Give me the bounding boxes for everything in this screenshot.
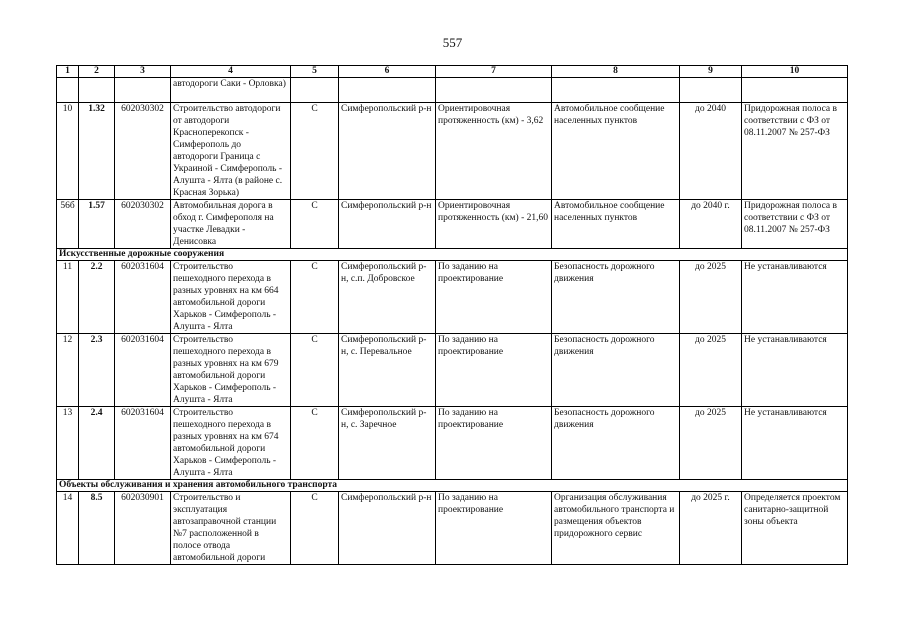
cell-zone-restrictions: Не устанавливаются xyxy=(742,261,848,334)
cell-object-name: Автомобильная дорога в обход г. Симферополя на участке Левадки - Денисовка xyxy=(171,200,291,249)
cell-object-code: 602030901 xyxy=(115,492,171,565)
cell-deadline: до 2025 xyxy=(680,407,742,480)
cell-deadline: до 2025 xyxy=(680,334,742,407)
table-row xyxy=(57,492,848,565)
cell-zone-restrictions: Придорожная полоса в соответствии с ФЗ от 08.11.2007 № 257-ФЗ xyxy=(742,200,848,249)
cell-location: Симферопольский р-н, с.п. Добровское xyxy=(339,261,436,334)
cell-status xyxy=(291,78,339,103)
data-table xyxy=(56,65,848,565)
table-row xyxy=(57,78,848,103)
cell-characteristics xyxy=(436,78,552,103)
table-row xyxy=(57,407,848,480)
cell-status: С xyxy=(291,492,339,565)
cell-purpose: Автомобильное сообщение населенных пунктов xyxy=(552,200,680,249)
cell-item-code: 8.5 xyxy=(79,492,115,565)
cell-location: Симферопольский р-н, с. Перевальное xyxy=(339,334,436,407)
cell-purpose: Безопасность дорожного движения xyxy=(552,407,680,480)
header-cell: 3 xyxy=(115,66,171,78)
cell-zone-restrictions: Не устанавливаются xyxy=(742,334,848,407)
cell-row-number xyxy=(57,78,79,103)
cell-deadline xyxy=(680,78,742,103)
cell-purpose: Автомобильное сообщение населенных пунктов xyxy=(552,103,680,200)
cell-characteristics: По заданию на проектирование xyxy=(436,334,552,407)
cell-status: С xyxy=(291,261,339,334)
table-row xyxy=(57,261,848,334)
cell-characteristics: По заданию на проектирование xyxy=(436,407,552,480)
cell-zone-restrictions: Не устанавливаются xyxy=(742,407,848,480)
header-row xyxy=(57,66,848,78)
cell-object-name: автодороги Саки - Орловка) xyxy=(171,78,291,103)
cell-item-code: 1.32 xyxy=(79,103,115,200)
section-header-row xyxy=(57,480,848,492)
cell-object-code: 602031604 xyxy=(115,261,171,334)
cell-row-number: 11 xyxy=(57,261,79,334)
cell-status: С xyxy=(291,103,339,200)
cell-characteristics: Ориентировочная протяженность (км) - 21,60 xyxy=(436,200,552,249)
header-cell: 2 xyxy=(79,66,115,78)
page-number: 557 xyxy=(442,35,463,50)
cell-deadline: до 2040 xyxy=(680,103,742,200)
header-cell: 5 xyxy=(291,66,339,78)
cell-row-number: 56б xyxy=(57,200,79,249)
cell-object-code: 602031604 xyxy=(115,407,171,480)
cell-status: С xyxy=(291,200,339,249)
cell-characteristics: По заданию на проектирование xyxy=(436,261,552,334)
cell-object-name: Строительство и эксплуатация автозаправочной станции №7 расположенной в полосе отвода автомобильной дороги xyxy=(171,492,291,565)
cell-location: Симферопольский р-н xyxy=(339,103,436,200)
header-cell: 1 xyxy=(57,66,79,78)
cell-object-name: Строительство пешеходного перехода в разных уровнях на км 664 автомобильной дороги Харьков - Симферополь - Алушта - Ялта xyxy=(171,261,291,334)
cell-zone-restrictions: Определяется проектом санитарно-защитной зоны объекта xyxy=(742,492,848,565)
cell-purpose: Безопасность дорожного движения xyxy=(552,261,680,334)
cell-object-code xyxy=(115,78,171,103)
cell-zone-restrictions: Придорожная полоса в соответствии с ФЗ от 08.11.2007 № 257-ФЗ xyxy=(742,103,848,200)
cell-purpose: Организация обслуживания автомобильного транспорта и размещения объектов придорожного сервис xyxy=(552,492,680,565)
cell-deadline: до 2025 г. xyxy=(680,492,742,565)
cell-location: Симферопольский р-н xyxy=(339,492,436,565)
cell-row-number: 14 xyxy=(57,492,79,565)
cell-location: Симферопольский р-н, с. Заречное xyxy=(339,407,436,480)
cell-object-code: 602030302 xyxy=(115,200,171,249)
header-cell: 6 xyxy=(339,66,436,78)
cell-characteristics: Ориентировочная протяженность (км) - 3,62 xyxy=(436,103,552,200)
cell-purpose xyxy=(552,78,680,103)
cell-status: С xyxy=(291,334,339,407)
cell-object-code: 602030302 xyxy=(115,103,171,200)
table-row xyxy=(57,103,848,200)
cell-object-name: Строительство пешеходного перехода в разных уровнях на км 674 автомобильной дороги Харьков - Симферополь - Алушта - Ялта xyxy=(171,407,291,480)
section-title: Искусственные дорожные сооружения xyxy=(57,249,848,261)
cell-item-code: 1.57 xyxy=(79,200,115,249)
cell-deadline: до 2025 xyxy=(680,261,742,334)
cell-location: Симферопольский р-н xyxy=(339,200,436,249)
cell-characteristics: По заданию на проектирование xyxy=(436,492,552,565)
table-body xyxy=(57,78,848,565)
cell-item-code: 2.3 xyxy=(79,334,115,407)
header-cell: 9 xyxy=(680,66,742,78)
cell-zone-restrictions xyxy=(742,78,848,103)
header-cell: 4 xyxy=(171,66,291,78)
cell-item-code: 2.4 xyxy=(79,407,115,480)
cell-row-number: 12 xyxy=(57,334,79,407)
table-row xyxy=(57,334,848,407)
cell-purpose: Безопасность дорожного движения xyxy=(552,334,680,407)
cell-object-name: Строительство автодороги от автодороги Красноперекопск - Симферополь до автодороги Граница с Украиной - Симферополь - Алушта - Ялта (в районе с. Красная Зорька) xyxy=(171,103,291,200)
header-cell: 8 xyxy=(552,66,680,78)
header-cell: 10 xyxy=(742,66,848,78)
header-cell: 7 xyxy=(436,66,552,78)
cell-status: С xyxy=(291,407,339,480)
cell-location xyxy=(339,78,436,103)
cell-item-code xyxy=(79,78,115,103)
section-title: Объекты обслуживания и хранения автомобильного транспорта xyxy=(57,480,848,492)
cell-row-number: 10 xyxy=(57,103,79,200)
section-header-row xyxy=(57,249,848,261)
cell-item-code: 2.2 xyxy=(79,261,115,334)
cell-object-name: Строительство пешеходного перехода в разных уровнях на км 679 автомобильной дороги Харьков - Симферополь - Алушта - Ялта xyxy=(171,334,291,407)
cell-deadline: до 2040 г. xyxy=(680,200,742,249)
cell-row-number: 13 xyxy=(57,407,79,480)
table-row xyxy=(57,200,848,249)
cell-object-code: 602031604 xyxy=(115,334,171,407)
